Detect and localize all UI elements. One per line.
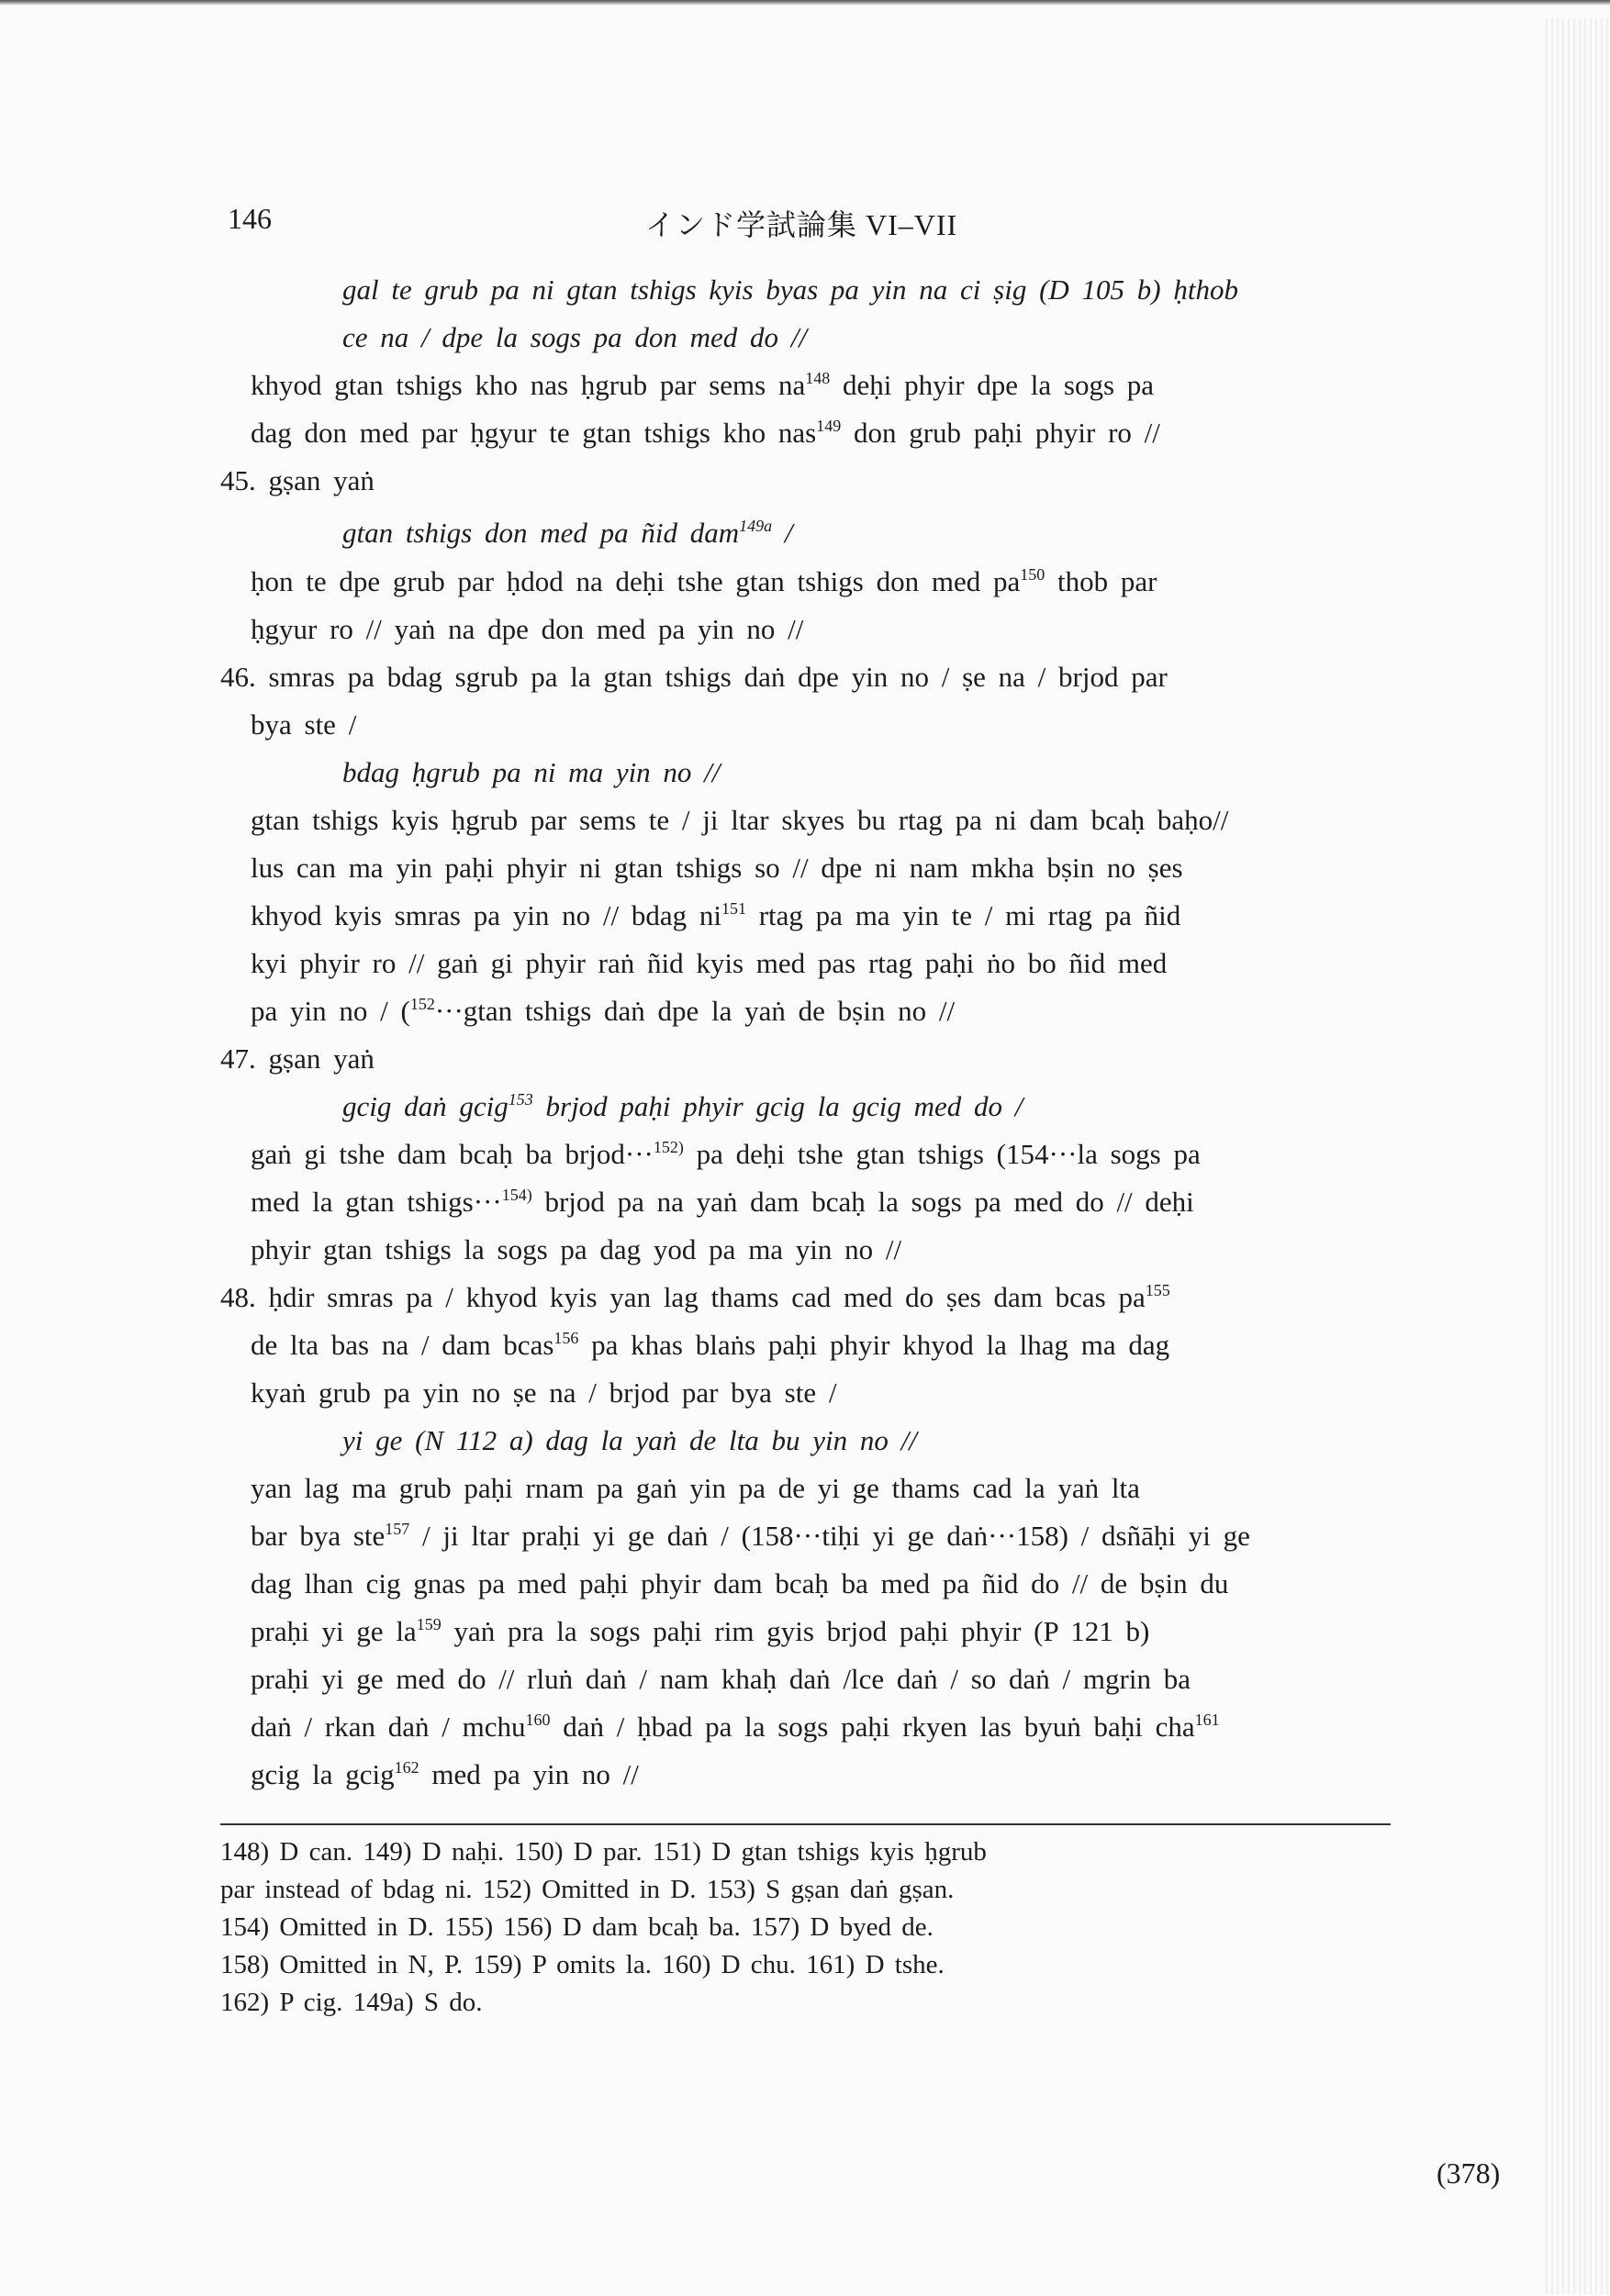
footnote-line: 148) D can. 149) D naḥi. 150) D par. 151) D gtan tshigs kyis ḥgrub <box>220 1837 987 1867</box>
text-line <box>220 1608 1395 1655</box>
text-line <box>220 1131 1395 1178</box>
footnote-ref: 152 <box>409 995 435 1013</box>
line-text-rest: / <box>772 517 793 549</box>
line-text: khyod gtan tshigs kho nas ḥgrub par sems na <box>251 369 806 401</box>
footnote-ref: 159 <box>416 1615 442 1633</box>
text-line <box>220 362 1395 409</box>
line-text: kyi phyir ro // gaṅ gi phyir raṅ ñid kyis med pas rtag paḥi ṅo bo ñid med <box>251 947 1168 979</box>
line-text: de lta bas na / dam bcas <box>251 1329 554 1361</box>
footnote-ref: 161 <box>1194 1711 1220 1729</box>
text-line <box>220 505 1395 558</box>
text-line <box>220 558 1395 606</box>
line-text: 47. gṣan yaṅ <box>220 1042 375 1075</box>
text-line <box>220 1178 1395 1226</box>
footnote-line: 162) P cig. 149a) S do. <box>220 1988 483 2017</box>
text-line <box>220 1369 1395 1417</box>
text-line <box>220 653 1395 701</box>
footnote-ref: 151 <box>721 899 746 918</box>
line-text: yan lag ma grub paḥi rnam pa gaṅ yin pa de yi ge thams cad la yaṅ lta <box>251 1472 1140 1504</box>
line-text-rest: / ji ltar praḥi yi ge daṅ / (158···tiḥi yi ge daṅ···158) / dsñāḥi yi ge <box>409 1520 1250 1552</box>
line-text: dag don med par ḥgyur te gtan tshigs kho nas <box>251 417 817 449</box>
running-title: インド学試論集 VI–VII <box>645 208 958 241</box>
text-line <box>220 314 1395 362</box>
line-text: gaṅ gi tshe dam bcaḥ ba brjod··· <box>251 1138 654 1170</box>
right-scan-edge <box>1546 18 1610 2294</box>
line-text: dag lhan cig gnas pa med paḥi phyir dam bcaḥ ba med pa ñid do // de bṣin du <box>251 1567 1229 1599</box>
footnote-ref: 156 <box>553 1329 579 1347</box>
line-text: gtan tshigs kyis ḥgrub par sems te / ji ltar skyes bu rtag pa ni dam bcaḥ baḥo// <box>251 804 1229 836</box>
page-header <box>228 202 1384 248</box>
line-text-rest: med pa yin no // <box>419 1758 639 1790</box>
line-text: pa yin no / ( <box>251 995 410 1027</box>
footnote-ref: 153 <box>508 1090 533 1109</box>
line-text: daṅ / rkan daṅ / mchu <box>251 1711 526 1743</box>
text-line <box>220 457 1395 505</box>
line-text: khyod kyis smras pa yin no // bdag ni <box>251 899 721 931</box>
text-line <box>220 1655 1395 1703</box>
line-text-rest: pa deḥi tshe gtan tshigs (154···la sogs pa <box>683 1138 1201 1170</box>
line-text: ḥgyur ro // yaṅ na dpe don med pa yin no // <box>251 613 804 645</box>
line-text: med la gtan tshigs··· <box>251 1186 502 1218</box>
line-text-rest: thob par <box>1045 565 1157 597</box>
footnote-ref: 160 <box>525 1711 551 1729</box>
text-line <box>220 701 1395 749</box>
text-line <box>220 1226 1395 1274</box>
footnote-divider <box>220 1823 1391 1825</box>
footnote-line: 154) Omitted in D. 155) 156) D dam bcaḥ ba. 157) D byed de. <box>220 1912 934 1942</box>
line-text: ce na / dpe la sogs pa don med do // <box>342 321 808 353</box>
footnote-ref: 150 <box>1020 565 1045 584</box>
line-text-rest: ···gtan tshigs daṅ dpe la yaṅ de bṣin no // <box>434 995 956 1027</box>
line-text: bdag ḥgrub pa ni ma yin no // <box>342 756 721 788</box>
folio-number: (378) <box>1437 2157 1501 2190</box>
footnote-ref: 149a <box>739 517 773 535</box>
line-text: gcig daṅ gcig <box>342 1090 509 1122</box>
text-line <box>220 606 1395 653</box>
text-line <box>220 1512 1395 1560</box>
text-line <box>220 892 1395 940</box>
footnote-ref: 148 <box>805 369 831 387</box>
text-line <box>220 1751 1395 1799</box>
text-line <box>220 1321 1395 1369</box>
footnote-ref: 149 <box>816 417 842 435</box>
footnote-ref: 154) <box>501 1186 532 1204</box>
text-line <box>220 844 1395 892</box>
line-text: praḥi yi ge la <box>251 1615 417 1647</box>
line-text: 45. gṣan yaṅ <box>220 464 375 496</box>
body-text <box>220 266 1395 1799</box>
line-text: yi ge (N 112 a) dag la yaṅ de lta bu yin no // <box>342 1424 917 1456</box>
top-scan-edge <box>0 0 1610 6</box>
text-line <box>220 1465 1395 1512</box>
footnote-line: 158) Omitted in N, P. 159) P omits la. 160) D chu. 161) D tshe. <box>220 1950 945 1979</box>
footnote-ref: 157 <box>385 1520 410 1538</box>
text-line <box>220 409 1395 457</box>
footnote-ref: 155 <box>1145 1281 1170 1299</box>
line-text: 46. smras pa bdag sgrub pa la gtan tshigs daṅ dpe yin no / ṣe na / brjod par <box>220 661 1168 693</box>
line-text: praḥi yi ge med do // rluṅ daṅ / nam khaḥ daṅ /lce daṅ / so daṅ / mgrin ba <box>251 1663 1191 1695</box>
text-line <box>220 1560 1395 1608</box>
line-text-rest: don grub paḥi phyir ro // <box>841 417 1160 449</box>
text-line <box>220 266 1395 314</box>
footnotes <box>220 1833 1404 2022</box>
text-line <box>220 940 1395 987</box>
footnote-line: par instead of bdag ni. 152) Omitted in D. 153) S gṣan daṅ gṣan. <box>220 1875 955 1904</box>
page-number: 146 <box>228 202 272 235</box>
line-text-rest: pa khas blaṅs paḥi phyir khyod la lhag ma dag <box>578 1329 1170 1361</box>
text-line <box>220 797 1395 844</box>
footnote-ref: 152) <box>653 1138 684 1156</box>
text-line <box>220 1274 1395 1321</box>
line-text-rest: brjod pa na yaṅ dam bcaḥ la sogs pa med do // deḥi <box>531 1186 1194 1218</box>
line-text: kyaṅ grub pa yin no ṣe na / brjod par bya ste / <box>251 1376 837 1409</box>
line-text-rest: brjod paḥi phyir gcig la gcig med do / <box>532 1090 1023 1122</box>
line-text: gtan tshigs don med pa ñid dam <box>342 517 740 549</box>
text-line <box>220 1083 1395 1131</box>
line-text: bar bya ste <box>251 1520 386 1552</box>
line-text: 48. ḥdir smras pa / khyod kyis yan lag thams cad med do ṣes dam bcas pa <box>220 1281 1146 1313</box>
footnote-ref: 162 <box>394 1758 419 1777</box>
line-text-rest: daṅ / ḥbad pa la sogs paḥi rkyen las byuṅ baḥi cha <box>550 1711 1195 1743</box>
line-text: gcig la gcig <box>251 1758 395 1790</box>
line-text-rest: yaṅ pra la sogs paḥi rim gyis brjod paḥi phyir (P 121 b) <box>441 1615 1150 1647</box>
line-text: gal te grub pa ni gtan tshigs kyis byas pa yin na ci ṣig (D 105 b) ḥthob <box>342 273 1238 306</box>
text-line <box>220 749 1395 797</box>
text-line <box>220 1035 1395 1083</box>
line-text: bya ste / <box>251 708 357 741</box>
text-line <box>220 1417 1395 1465</box>
text-line <box>220 1703 1395 1751</box>
line-text: phyir gtan tshigs la sogs pa dag yod pa ma yin no // <box>251 1233 902 1265</box>
line-text: lus can ma yin paḥi phyir ni gtan tshigs so // dpe ni nam mkha bṣin no ṣes <box>251 852 1183 884</box>
line-text: ḥon te dpe grub par ḥdod na deḥi tshe gtan tshigs don med pa <box>251 565 1021 597</box>
line-text-rest: rtag pa ma yin te / mi rtag pa ñid <box>745 899 1181 931</box>
line-text-rest: deḥi phyir dpe la sogs pa <box>830 369 1155 401</box>
text-line <box>220 987 1395 1035</box>
